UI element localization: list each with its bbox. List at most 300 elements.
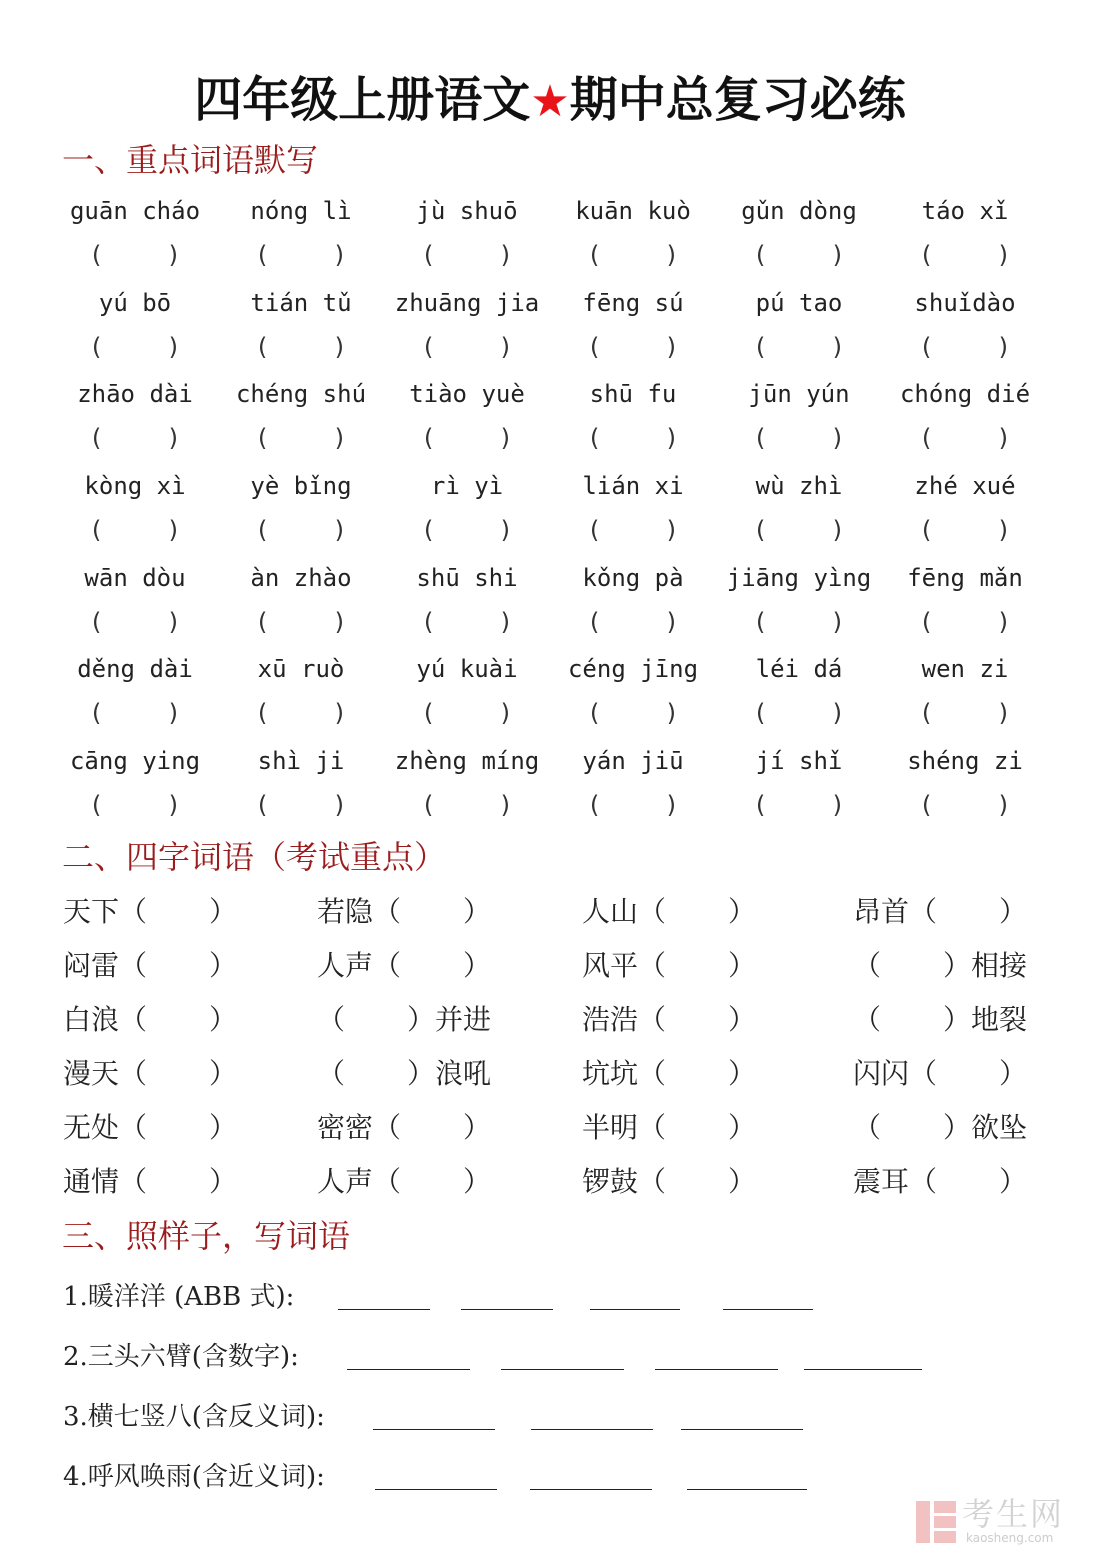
idiom-item (853, 1056, 1027, 1092)
pinyin-text: jūn yún (748, 380, 850, 409)
pinyin-item (882, 654, 1048, 746)
right-paren: ) (498, 241, 513, 269)
idiom-item (582, 1002, 756, 1038)
left-paren: ( (89, 241, 104, 269)
right-paren: ) (996, 515, 1011, 544)
pinyin-item (550, 196, 716, 288)
pinyin-text: zhuāng jia (394, 288, 540, 317)
idiom-item (63, 1056, 237, 1092)
pinyin-text: gǔn dòng (741, 197, 857, 225)
right-paren: ) (332, 515, 347, 544)
pinyin-text: yè bǐng (250, 471, 352, 500)
answer-parentheses (753, 332, 845, 362)
pinyin-item (550, 746, 716, 838)
pinyin-text: shéng zi (907, 746, 1023, 775)
right-paren: ) (996, 699, 1011, 728)
title-part-1: 四年级上册语文 (194, 72, 531, 128)
left-paren: （ (373, 895, 402, 928)
page-title (0, 70, 1100, 132)
answer-parentheses (919, 423, 1011, 453)
exercise-prompt: 4.呼风唤雨(含近义词): (63, 1462, 325, 1492)
answer-parentheses (919, 515, 1011, 545)
pinyin-item (550, 471, 716, 563)
left-paren: （ (638, 895, 667, 928)
right-paren: ） (728, 1165, 757, 1198)
answer-parentheses (919, 332, 1011, 362)
pinyin-text: céng jīng (567, 655, 699, 684)
pinyin-item (550, 288, 716, 380)
idiom-item (582, 1056, 756, 1092)
pinyin-item (716, 654, 882, 746)
answer-line (531, 1429, 653, 1430)
left-paren: （ (853, 949, 882, 982)
left-paren: （ (119, 949, 148, 982)
idiom-item (853, 894, 1027, 930)
answer-parentheses (255, 332, 347, 362)
answer-parentheses (919, 790, 1011, 820)
pinyin-text: shì ji (257, 746, 345, 775)
idiom-item (317, 1164, 491, 1200)
right-paren: ) (332, 607, 347, 636)
pinyin-item (716, 379, 882, 471)
right-paren: ） (463, 895, 492, 928)
right-paren: ) (332, 790, 347, 819)
pinyin-text: lián xi (582, 471, 684, 500)
left-paren: ( (421, 332, 436, 361)
right-paren: ） (209, 1057, 238, 1090)
pinyin-item (218, 471, 384, 563)
left-paren: ( (919, 332, 934, 361)
left-paren: ( (421, 790, 436, 819)
left-paren: ( (753, 424, 768, 453)
left-paren: ( (89, 424, 104, 453)
answer-parentheses (919, 698, 1011, 728)
answer-line (347, 1369, 470, 1370)
star-icon: ★ (530, 76, 570, 127)
right-paren: ) (166, 607, 181, 636)
right-paren: ) (166, 241, 181, 269)
left-paren: （ (373, 1111, 402, 1144)
idiom-item (63, 1002, 237, 1038)
idiom-item (853, 1164, 1027, 1200)
pinyin-text: léi dá (755, 655, 843, 684)
left-paren: ( (89, 790, 104, 819)
pinyin-item (384, 471, 550, 563)
pinyin-text: jiāng yìng (726, 563, 872, 592)
right-paren: ） (999, 1057, 1028, 1090)
right-paren: ） (209, 1165, 238, 1198)
right-paren: ） (209, 895, 238, 928)
left-paren: ( (587, 424, 602, 453)
right-paren: ) (166, 515, 181, 544)
answer-parentheses (89, 332, 181, 362)
pinyin-item (52, 196, 218, 288)
answer-parentheses (919, 607, 1011, 637)
pinyin-item (384, 654, 550, 746)
answer-parentheses (587, 698, 679, 728)
answer-line (590, 1309, 680, 1310)
left-paren: （ (853, 1111, 882, 1144)
answer-parentheses (421, 790, 513, 820)
left-paren: （ (638, 1057, 667, 1090)
answer-parentheses (753, 698, 845, 728)
right-paren: ） (728, 1057, 757, 1090)
answer-parentheses (89, 790, 181, 820)
left-paren: ( (421, 515, 436, 544)
left-paren: ( (421, 699, 436, 728)
logo-icon (916, 1501, 956, 1543)
pinyin-item (550, 654, 716, 746)
pinyin-item (384, 746, 550, 838)
pinyin-item (882, 379, 1048, 471)
answer-parentheses (421, 423, 513, 453)
left-paren: ( (421, 424, 436, 453)
left-paren: ( (587, 699, 602, 728)
answer-line (681, 1429, 803, 1430)
right-paren: ) (664, 515, 679, 544)
right-paren: ) (996, 332, 1011, 361)
pinyin-text: wen zi (921, 655, 1009, 684)
right-paren: ) (830, 699, 845, 728)
answer-parentheses (421, 607, 513, 637)
idiom-item (317, 1110, 491, 1146)
idiom-item (63, 1164, 237, 1200)
pinyin-text: kuān kuò (575, 197, 691, 225)
left-paren: （ (119, 1111, 148, 1144)
right-paren: ） (209, 1003, 238, 1036)
answer-line (375, 1489, 497, 1490)
idiom-item (63, 948, 237, 984)
section-2-heading: 二、四字词语（考试重点） (62, 838, 447, 876)
idiom-known-part: 若隐 (317, 895, 374, 928)
idiom-known-part: 天下 (63, 895, 120, 928)
left-paren: ( (753, 515, 768, 544)
right-paren: ） (728, 1003, 757, 1036)
right-paren: ) (166, 332, 181, 361)
pinyin-item (218, 288, 384, 380)
pinyin-text: cāng ying (69, 746, 201, 775)
left-paren: （ (909, 895, 938, 928)
pinyin-item (716, 288, 882, 380)
right-paren: ) (498, 332, 513, 361)
right-paren: ） (407, 1003, 436, 1036)
exercise-prompt: 1.暖洋洋 (ABB 式): (63, 1282, 295, 1312)
pinyin-item (882, 746, 1048, 838)
pinyin-text: yú kuài (416, 655, 518, 684)
pinyin-item (218, 563, 384, 655)
left-paren: ( (421, 607, 436, 636)
left-paren: （ (373, 949, 402, 982)
pinyin-text: xū ruò (257, 655, 345, 684)
idiom-known-part: 并进 (435, 1003, 492, 1036)
pinyin-item (550, 379, 716, 471)
pinyin-item (52, 746, 218, 838)
answer-parentheses (753, 423, 845, 453)
pinyin-item (550, 563, 716, 655)
left-paren: ( (587, 332, 602, 361)
left-paren: ( (587, 790, 602, 819)
answer-parentheses (587, 515, 679, 545)
pinyin-text: chóng dié (899, 380, 1031, 409)
right-paren: ） (209, 949, 238, 982)
right-paren: ） (728, 895, 757, 928)
watermark-url: kaosheng.com (966, 1531, 1054, 1545)
answer-line (655, 1369, 778, 1370)
right-paren: ） (463, 1165, 492, 1198)
answer-parentheses (587, 240, 679, 270)
left-paren: ( (753, 607, 768, 636)
left-paren: （ (119, 1003, 148, 1036)
answer-parentheses (89, 698, 181, 728)
pinyin-text: shū shi (416, 563, 518, 592)
right-paren: ） (999, 895, 1028, 928)
left-paren: （ (638, 1003, 667, 1036)
answer-parentheses (89, 607, 181, 637)
idiom-known-part: 通情 (63, 1165, 120, 1198)
pinyin-item (882, 563, 1048, 655)
right-paren: ) (166, 424, 181, 453)
right-paren: ) (664, 332, 679, 361)
idiom-known-part: 欲坠 (971, 1111, 1028, 1144)
pinyin-item (218, 654, 384, 746)
left-paren: （ (853, 1003, 882, 1036)
idiom-known-part: 锣鼓 (582, 1165, 639, 1198)
pinyin-item (716, 471, 882, 563)
answer-parentheses (421, 698, 513, 728)
pinyin-item (218, 379, 384, 471)
pinyin-text: tiào yuè (409, 380, 525, 409)
right-paren: ） (728, 949, 757, 982)
left-paren: （ (119, 1165, 148, 1198)
answer-parentheses (255, 515, 347, 545)
answer-line (461, 1309, 553, 1310)
answer-parentheses (587, 423, 679, 453)
answer-parentheses (421, 515, 513, 545)
left-paren: ( (753, 790, 768, 819)
pinyin-item (52, 379, 218, 471)
right-paren: ) (498, 699, 513, 728)
right-paren: ) (664, 607, 679, 636)
pinyin-item (882, 196, 1048, 288)
pinyin-item (218, 746, 384, 838)
pinyin-text: guān cháo (69, 197, 201, 225)
right-paren: ） (209, 1111, 238, 1144)
idiom-known-part: 浪吼 (435, 1057, 492, 1090)
idiom-item (317, 894, 491, 930)
pinyin-item (218, 196, 384, 288)
left-paren: （ (373, 1165, 402, 1198)
left-paren: ( (89, 332, 104, 361)
right-paren: ) (996, 790, 1011, 819)
pinyin-text: shuǐdào (914, 288, 1016, 317)
pinyin-grid (52, 196, 1048, 838)
right-paren: ) (166, 699, 181, 728)
answer-parentheses (421, 332, 513, 362)
pinyin-item (384, 379, 550, 471)
right-paren: ) (830, 332, 845, 361)
answer-line (373, 1429, 495, 1430)
left-paren: （ (317, 1003, 346, 1036)
idiom-known-part: 人山 (582, 895, 639, 928)
idiom-item (317, 948, 491, 984)
title-part-2: 期中总复习必练 (569, 72, 906, 128)
pinyin-item (716, 746, 882, 838)
right-paren: ) (332, 699, 347, 728)
answer-parentheses (255, 698, 347, 728)
right-paren: ） (463, 949, 492, 982)
idiom-known-part: 地裂 (971, 1003, 1028, 1036)
right-paren: ） (943, 949, 972, 982)
right-paren: ） (463, 1111, 492, 1144)
right-paren: ) (830, 241, 845, 269)
pinyin-text: yán jiū (582, 746, 684, 775)
answer-parentheses (753, 240, 845, 270)
pinyin-text: kǒng pà (582, 563, 684, 592)
left-paren: （ (638, 1165, 667, 1198)
pinyin-item (52, 471, 218, 563)
pinyin-text: shū fu (589, 380, 677, 409)
right-paren: ) (830, 607, 845, 636)
left-paren: ( (255, 332, 270, 361)
idiom-known-part: 无处 (63, 1111, 120, 1144)
right-paren: ) (498, 607, 513, 636)
pinyin-text: fēng sú (582, 288, 684, 317)
left-paren: （ (638, 949, 667, 982)
idiom-known-part: 密密 (317, 1111, 374, 1144)
exercise-prompt: 3.横七竖八(含反义词): (63, 1402, 325, 1432)
right-paren: ) (664, 424, 679, 453)
answer-parentheses (421, 240, 513, 270)
left-paren: ( (587, 607, 602, 636)
pinyin-item (384, 563, 550, 655)
right-paren: ） (943, 1003, 972, 1036)
pinyin-text: chéng shú (235, 380, 367, 409)
idiom-known-part: 闪闪 (853, 1057, 910, 1090)
pinyin-text: fēng mǎn (907, 563, 1023, 592)
watermark-name: 考生网 (962, 1495, 1065, 1533)
answer-parentheses (255, 790, 347, 820)
idiom-item (582, 1110, 756, 1146)
answer-parentheses (89, 240, 181, 270)
left-paren: ( (919, 241, 934, 269)
idiom-item (853, 1002, 1027, 1038)
idiom-known-part: 相接 (971, 949, 1028, 982)
pinyin-text: wù zhì (755, 471, 843, 500)
right-paren: ) (996, 241, 1011, 269)
answer-parentheses (89, 515, 181, 545)
pinyin-item (384, 196, 550, 288)
right-paren: ） (407, 1057, 436, 1090)
left-paren: ( (919, 424, 934, 453)
left-paren: （ (909, 1057, 938, 1090)
watermark (914, 1495, 1084, 1550)
right-paren: ) (166, 790, 181, 819)
pinyin-item (882, 471, 1048, 563)
idiom-item (853, 1110, 1027, 1146)
pinyin-text: jí shǐ (755, 746, 843, 775)
idiom-known-part: 白浪 (63, 1003, 120, 1036)
left-paren: ( (255, 790, 270, 819)
section-3-heading: 三、照样子，写词语 (62, 1217, 351, 1255)
left-paren: ( (753, 332, 768, 361)
idiom-item (853, 948, 1027, 984)
left-paren: （ (909, 1165, 938, 1198)
idiom-known-part: 浩浩 (582, 1003, 639, 1036)
right-paren: ） (728, 1111, 757, 1144)
pinyin-text: jù shuō (416, 197, 518, 225)
idiom-item (317, 1002, 491, 1038)
section-1-heading: 一、重点词语默写 (62, 141, 319, 179)
left-paren: ( (919, 515, 934, 544)
pinyin-text: táo xǐ (921, 197, 1009, 225)
pinyin-text: tián tǔ (250, 288, 352, 317)
left-paren: ( (919, 790, 934, 819)
left-paren: ( (919, 607, 934, 636)
left-paren: ( (255, 607, 270, 636)
idiom-known-part: 坑坑 (582, 1057, 639, 1090)
right-paren: ) (332, 424, 347, 453)
right-paren: ) (996, 424, 1011, 453)
idiom-known-part: 半明 (582, 1111, 639, 1144)
left-paren: ( (89, 515, 104, 544)
pinyin-item (52, 288, 218, 380)
answer-line (723, 1309, 813, 1310)
idiom-item (63, 894, 237, 930)
idiom-item (582, 894, 756, 930)
right-paren: ) (996, 607, 1011, 636)
right-paren: ) (830, 424, 845, 453)
pinyin-item (716, 196, 882, 288)
right-paren: ) (830, 515, 845, 544)
right-paren: ) (664, 241, 679, 269)
left-paren: ( (89, 699, 104, 728)
left-paren: ( (587, 241, 602, 269)
idiom-known-part: 昂首 (853, 895, 910, 928)
idiom-known-part: 人声 (317, 1165, 374, 1198)
left-paren: （ (119, 1057, 148, 1090)
answer-line (804, 1369, 922, 1370)
pinyin-item (882, 288, 1048, 380)
idiom-known-part: 震耳 (853, 1165, 910, 1198)
idiom-item (317, 1056, 491, 1092)
answer-line (687, 1489, 807, 1490)
answer-parentheses (89, 423, 181, 453)
pinyin-text: zhāo dài (77, 380, 193, 409)
answer-parentheses (753, 515, 845, 545)
left-paren: ( (255, 241, 270, 269)
exercise-prompt: 2.三头六臂(含数字): (63, 1342, 299, 1372)
left-paren: ( (753, 699, 768, 728)
pinyin-text: pú tao (755, 288, 843, 317)
left-paren: ( (753, 241, 768, 269)
pinyin-text: wān dòu (84, 563, 186, 592)
left-paren: ( (587, 515, 602, 544)
left-paren: （ (119, 895, 148, 928)
right-paren: ) (664, 790, 679, 819)
answer-parentheses (587, 607, 679, 637)
right-paren: ) (664, 699, 679, 728)
right-paren: ) (830, 790, 845, 819)
pinyin-item (716, 563, 882, 655)
pinyin-text: yú bō (98, 288, 172, 317)
idiom-item (63, 1110, 237, 1146)
left-paren: ( (255, 699, 270, 728)
answer-line (501, 1369, 624, 1370)
right-paren: ） (943, 1111, 972, 1144)
right-paren: ) (498, 515, 513, 544)
answer-parentheses (753, 607, 845, 637)
right-paren: ) (332, 332, 347, 361)
